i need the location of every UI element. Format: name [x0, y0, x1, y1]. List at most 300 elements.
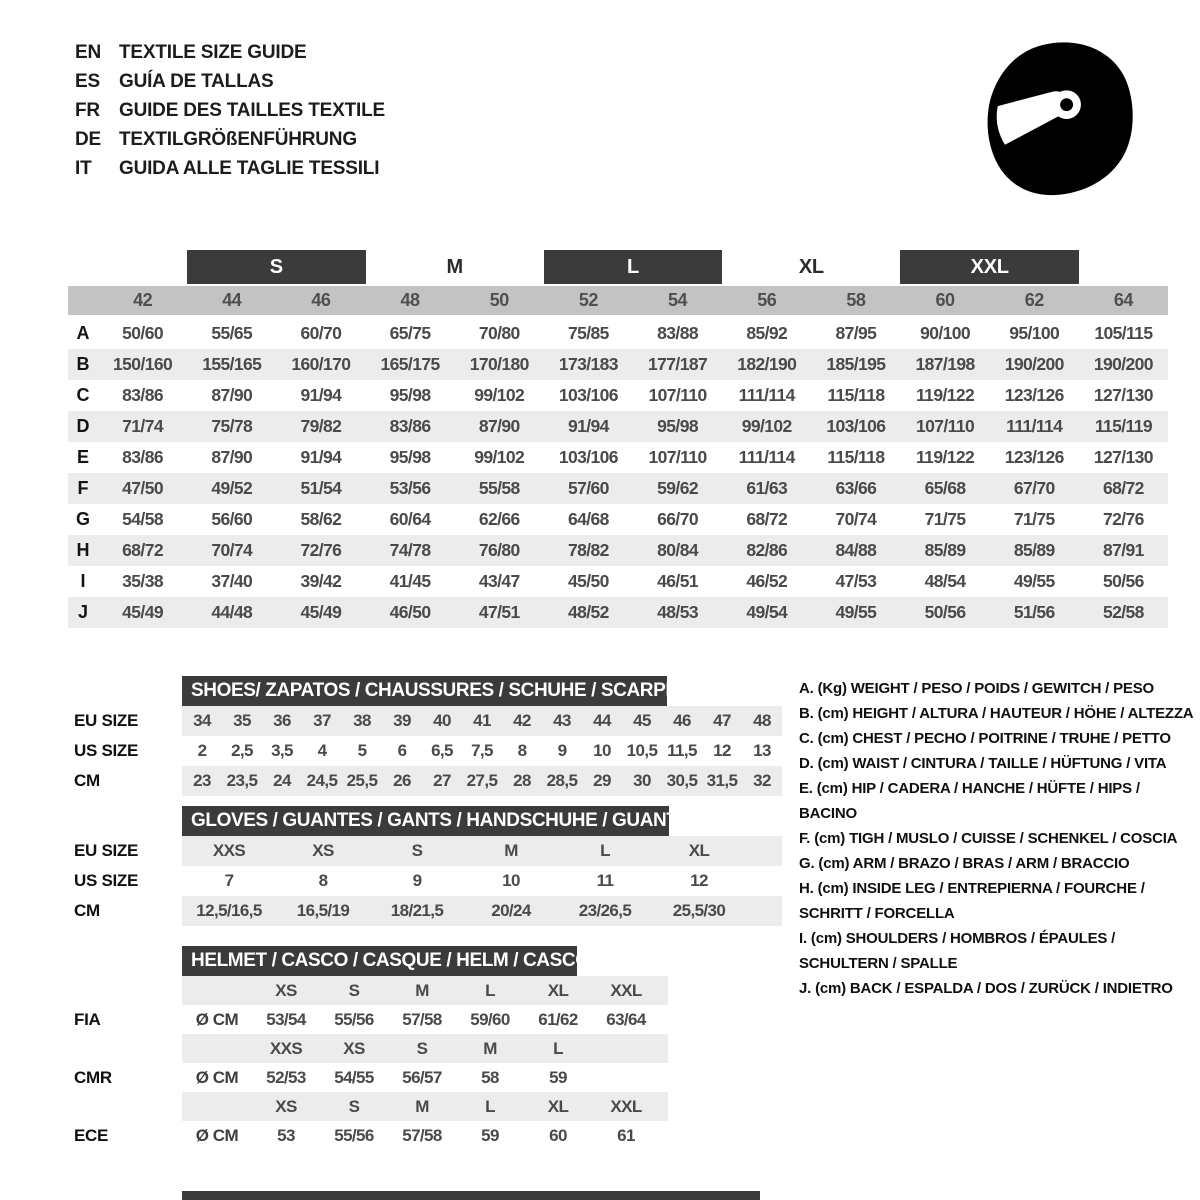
guide-title: GUIDA ALLE TAGLIE TESSILI: [119, 157, 380, 179]
gloves-value: XL: [688, 841, 710, 860]
measurement-value: 91/94: [300, 447, 342, 467]
measurement-value: 84/88: [835, 540, 877, 560]
measurement-value: 48/53: [657, 602, 698, 622]
helmet-value: 56/57: [402, 1067, 442, 1087]
measurement-value: 83/86: [389, 416, 431, 436]
measurement-value: 46/50: [389, 602, 431, 622]
guide-title: GUÍA DE TALLAS: [119, 70, 274, 92]
helmet-rows: [60, 976, 782, 1150]
guide-title: TEXTILGRÖßENFÜHRUNG: [119, 128, 357, 150]
language-title-row: [75, 96, 385, 125]
measurement-letter: A: [76, 323, 90, 343]
shoes-size-table: [60, 676, 782, 796]
size-number: 58: [846, 290, 866, 310]
measurement-value: 91/94: [300, 385, 342, 405]
measurement-value: 61/63: [746, 478, 788, 498]
helmet-value: 59/60: [470, 1009, 510, 1029]
shoes-value: 24: [273, 771, 291, 790]
measurement-value: 87/90: [211, 385, 253, 405]
cutoff-section-bar: [182, 1191, 760, 1200]
legend-entry: E. (cm) HIP / CADERA / HANCHE / HÜFTE / HIPS / BACINO: [799, 780, 1140, 822]
measurement-value: 39/42: [300, 571, 342, 591]
measurement-value: 49/55: [1013, 571, 1055, 591]
measurement-value: 87/95: [835, 323, 877, 343]
helmet-diameter-label: Ø CM: [195, 1067, 239, 1087]
measurement-value: 85/89: [1013, 540, 1055, 560]
measurement-row: [68, 535, 1168, 566]
shoes-value: 28,5: [546, 771, 578, 790]
measurement-value: 46/51: [657, 571, 698, 591]
size-number: 56: [757, 290, 777, 310]
measurement-value: 71/74: [122, 416, 163, 436]
measurement-value: 83/86: [122, 447, 163, 467]
measurement-value: 160/170: [291, 354, 351, 374]
helmet-row: [60, 1092, 782, 1121]
measurement-value: 59/62: [657, 478, 698, 498]
legend-entry: D. (cm) WAIST / CINTURA / TAILLE / HÜFTUNG / VITA: [799, 755, 1167, 772]
gloves-value: 18/21,5: [390, 901, 444, 920]
measurement-value: 50/56: [924, 602, 966, 622]
measurement-value: 123/126: [1004, 385, 1064, 405]
shoes-row: [60, 706, 782, 736]
shoes-value: 6,5: [431, 741, 453, 760]
helmet-value: M: [415, 980, 429, 1000]
shoes-value: 43: [553, 711, 571, 730]
gloves-row: [60, 836, 782, 866]
shoes-value: 23,5: [226, 771, 258, 790]
legend-entry: J. (cm) BACK / ESPALDA / DOS / ZURÜCK / INDIETRO: [799, 980, 1173, 997]
measurement-value: 87/91: [1103, 540, 1144, 560]
measurement-letter: I: [80, 571, 86, 591]
gloves-row: [60, 896, 782, 926]
shoes-value: 28: [513, 771, 531, 790]
language-title-row: [75, 125, 385, 154]
gloves-value: 11: [596, 871, 614, 890]
language-code: FR: [75, 99, 100, 121]
measurement-value: 60/64: [389, 509, 431, 529]
garment-size-table: [68, 250, 1168, 628]
shoes-value: 47: [713, 711, 731, 730]
measurement-value: 103/106: [826, 416, 886, 436]
measurement-value: 107/110: [648, 385, 707, 405]
helmet-value: 57/58: [402, 1009, 442, 1029]
gloves-value: 23/26,5: [578, 901, 632, 920]
helmet-value: 60: [549, 1125, 567, 1145]
legend-entry: G. (cm) ARM / BRAZO / BRAS / ARM / BRACCIO: [799, 855, 1130, 872]
measurement-value: 76/80: [478, 540, 520, 560]
helmet-row: [60, 976, 782, 1005]
language-title-row: [75, 67, 385, 96]
measurement-row: [68, 318, 1168, 349]
measurement-value: 49/55: [835, 602, 877, 622]
helmet-value: 54/55: [334, 1067, 374, 1087]
helmet-row: [60, 1034, 782, 1063]
helmet-diameter-label: Ø CM: [195, 1125, 239, 1145]
helmet-value: 63/64: [606, 1009, 646, 1029]
helmet-value: XL: [547, 1096, 569, 1116]
measurement-value: 150/160: [113, 354, 173, 374]
helmet-value: 61: [617, 1125, 635, 1145]
shoes-value: 13: [753, 741, 771, 760]
helmet-value: M: [483, 1038, 497, 1058]
legend-entry: A. (Kg) WEIGHT / PESO / POIDS / GEWITCH / PESO: [799, 680, 1154, 697]
measurement-value: 58/62: [300, 509, 342, 529]
size-number-header-row: [68, 286, 1168, 315]
helmet-value: 53: [277, 1125, 295, 1145]
shoes-value: 32: [753, 771, 771, 790]
gloves-value: 20/24: [491, 901, 531, 920]
gloves-value: 10: [502, 871, 520, 890]
measurement-value: 74/78: [389, 540, 431, 560]
legend-entry: C. (cm) CHEST / PECHO / POITRINE / TRUHE / PETTO: [799, 730, 1171, 747]
shoes-value: 2,5: [231, 741, 253, 760]
gloves-row-label: US SIZE: [74, 871, 139, 890]
measurement-value: 47/51: [478, 602, 520, 622]
gloves-value: 12: [690, 871, 708, 890]
measurement-value: 99/102: [474, 447, 525, 467]
measurement-value: 41/45: [389, 571, 431, 591]
shoes-value: 31,5: [706, 771, 738, 790]
measurement-value: 79/82: [300, 416, 342, 436]
measurement-letter: F: [77, 478, 89, 498]
gloves-value: 8: [318, 871, 328, 890]
measurement-value: 80/84: [657, 540, 698, 560]
shoes-value: 35: [233, 711, 251, 730]
measurement-value: 111/114: [738, 385, 795, 405]
measurement-row: [68, 566, 1168, 597]
helmet-value: 59: [481, 1125, 499, 1145]
measurement-value: 44/48: [211, 602, 253, 622]
measurement-value: 87/90: [478, 416, 520, 436]
measurement-value: 127/130: [1093, 447, 1153, 467]
size-group-xxl: XXL: [900, 250, 1078, 284]
gloves-value: 9: [412, 871, 422, 890]
shoes-value: 40: [433, 711, 451, 730]
measurement-value: 60/70: [300, 323, 342, 343]
measurement-value: 71/75: [1013, 509, 1055, 529]
measurement-row: [68, 349, 1168, 380]
measurement-value: 68/72: [1103, 478, 1144, 498]
helmet-diameter-label: Ø CM: [195, 1009, 239, 1029]
measurement-value: 68/72: [746, 509, 788, 529]
shoes-value: 36: [273, 711, 291, 730]
measurement-value: 55/65: [211, 323, 253, 343]
helmet-row-label: FIA: [74, 1009, 101, 1029]
language-title-row: [75, 38, 385, 67]
shoes-value: 6: [397, 741, 407, 760]
helmet-value: L: [553, 1038, 563, 1058]
helmet-row: [60, 1121, 782, 1150]
size-group-row: [68, 250, 1168, 284]
measurement-value: 45/50: [568, 571, 609, 591]
language-code: EN: [75, 41, 101, 63]
measurement-value: 105/115: [1094, 323, 1153, 343]
measurement-value: 165/175: [380, 354, 440, 374]
measurement-row: [68, 380, 1168, 411]
measurement-value: 95/98: [389, 385, 431, 405]
size-group-l: L: [544, 250, 722, 284]
shoes-value: 27,5: [466, 771, 498, 790]
helmet-value: XL: [547, 980, 569, 1000]
measurement-value: 85/89: [924, 540, 966, 560]
measurement-value: 190/200: [1004, 354, 1064, 374]
measurement-value: 107/110: [916, 416, 975, 436]
shoes-value: 3,5: [271, 741, 293, 760]
measurement-value: 66/70: [657, 509, 698, 529]
measurement-letter: G: [75, 509, 90, 529]
measurement-row: [68, 597, 1168, 628]
gloves-value: 16,5/19: [296, 901, 350, 920]
measurement-value: 87/90: [211, 447, 253, 467]
shoes-value: 48: [753, 711, 771, 730]
guide-title: TEXTILE SIZE GUIDE: [119, 41, 307, 63]
measurement-value: 48/52: [568, 602, 609, 622]
helmet-value: 55/56: [334, 1009, 374, 1029]
measurement-value: 53/56: [389, 478, 431, 498]
measurement-value: 187/198: [915, 354, 975, 374]
shoes-value: 25,5: [346, 771, 378, 790]
guide-title: GUIDE DES TAILLES TEXTILE: [119, 99, 385, 121]
size-number: 54: [668, 290, 688, 310]
gloves-size-table: [60, 806, 782, 926]
visor-pivot-dot: [1060, 98, 1073, 111]
gloves-value: S: [411, 841, 423, 860]
size-group-m: M: [446, 255, 463, 278]
helmet-value: XS: [275, 980, 297, 1000]
helmet-value: 61/62: [538, 1009, 578, 1029]
corner-spacer: [68, 286, 98, 315]
measurement-value: 51/56: [1013, 602, 1055, 622]
measurement-value: 99/102: [474, 385, 525, 405]
measurement-value: 70/74: [835, 509, 877, 529]
measurement-row: [68, 411, 1168, 442]
measurement-value: 68/72: [122, 540, 163, 560]
measurement-value: 67/70: [1013, 478, 1055, 498]
measurement-value: 37/40: [211, 571, 253, 591]
measurement-value: 45/49: [122, 602, 163, 622]
measurement-value: 65/68: [924, 478, 966, 498]
shoes-value: 27: [433, 771, 451, 790]
gloves-row-label: EU SIZE: [74, 841, 139, 860]
shoes-row-label: CM: [74, 771, 100, 790]
measurement-letter: H: [76, 540, 90, 560]
helmet-value: 53/54: [266, 1009, 306, 1029]
measurement-value: 56/60: [211, 509, 253, 529]
measurement-row: [68, 473, 1168, 504]
measurement-value: 63/66: [835, 478, 877, 498]
shoes-value: 39: [393, 711, 411, 730]
size-number: 50: [489, 290, 509, 310]
size-group-xl: XL: [798, 255, 824, 278]
size-number: 64: [1113, 290, 1133, 310]
measurement-value: 46/52: [746, 571, 788, 591]
measurement-value: 95/100: [1009, 323, 1060, 343]
measurement-value: 119/122: [916, 385, 975, 405]
measurement-value: 115/119: [1094, 416, 1152, 436]
measurement-value: 52/58: [1103, 602, 1144, 622]
shoes-rows: [60, 706, 782, 796]
shoes-value: 41: [473, 711, 491, 730]
helmet-value: XXS: [269, 1038, 303, 1058]
measurement-value: 182/190: [737, 354, 797, 374]
measurement-letter: D: [76, 416, 90, 436]
measurement-value: 54/58: [122, 509, 163, 529]
measurement-value: 115/118: [827, 447, 885, 467]
shoes-value: 5: [357, 741, 367, 760]
helmet-size-table: [60, 946, 782, 1150]
measurement-value: 47/50: [122, 478, 163, 498]
measurement-value: 190/200: [1093, 354, 1153, 374]
measurement-letter: C: [76, 385, 90, 405]
measurement-value: 127/130: [1093, 385, 1153, 405]
measurement-value: 155/165: [202, 354, 262, 374]
measurement-letter: E: [76, 447, 89, 467]
legend-entry: I. (cm) SHOULDERS / HOMBROS / ÉPAULES / SCHULTERN / SPALLE: [799, 930, 1116, 972]
gloves-value: 25,5/30: [672, 901, 726, 920]
measurement-value: 111/114: [1006, 416, 1063, 436]
shoes-value: 11,5: [667, 741, 697, 760]
measurement-value: 95/98: [657, 416, 698, 436]
shoes-row: [60, 766, 782, 796]
measurement-value: 111/114: [738, 447, 795, 467]
measurement-row: [68, 442, 1168, 473]
shoes-value: 12: [713, 741, 731, 760]
helmet-row: [60, 1005, 782, 1034]
measurement-value: 51/54: [300, 478, 342, 498]
helmet-value: XS: [343, 1038, 365, 1058]
measurement-value: 55/58: [478, 478, 520, 498]
helmet-value: 57/58: [402, 1125, 442, 1145]
gloves-value: XS: [312, 841, 334, 860]
shoes-value: 7,5: [471, 741, 493, 760]
language-title-row: [75, 154, 385, 183]
measurement-value: 35/38: [122, 571, 163, 591]
measurement-value: 75/85: [568, 323, 609, 343]
shoes-row-label: US SIZE: [74, 741, 139, 760]
shoes-value: 30: [633, 771, 651, 790]
shoes-value: 45: [633, 711, 651, 730]
measurement-value: 47/53: [835, 571, 877, 591]
gloves-value: 7: [224, 871, 234, 890]
measurement-value: 170/180: [469, 354, 529, 374]
measurement-value: 50/56: [1103, 571, 1144, 591]
gloves-row-label: CM: [74, 901, 100, 920]
measurement-value: 49/54: [746, 602, 788, 622]
measurement-value: 119/122: [916, 447, 975, 467]
shoes-value: 42: [513, 711, 531, 730]
helmet-value: 52/53: [266, 1067, 306, 1087]
measurement-value: 103/106: [558, 447, 618, 467]
helmet-value: S: [348, 1096, 360, 1116]
shoes-value: 2: [197, 741, 207, 760]
measurement-value: 83/86: [122, 385, 163, 405]
shoes-table-title: SHOES/ ZAPATOS / CHAUSSURES / SCHUHE / SCARPE: [182, 676, 667, 706]
language-code: DE: [75, 128, 101, 150]
helmet-value: XS: [275, 1096, 297, 1116]
shoes-value: 46: [673, 711, 691, 730]
size-number: 46: [311, 290, 331, 310]
helmet-value: L: [485, 980, 495, 1000]
measurement-value: 65/75: [389, 323, 431, 343]
language-title-list: [75, 38, 385, 183]
gloves-value: M: [504, 841, 518, 860]
helmet-value: M: [415, 1096, 429, 1116]
shoes-row-label: EU SIZE: [74, 711, 139, 730]
shoes-value: 29: [593, 771, 611, 790]
legend-entry: F. (cm) TIGH / MUSLO / CUISSE / SCHENKEL / COSCIA: [799, 830, 1178, 847]
legend-entry: B. (cm) HEIGHT / ALTURA / HAUTEUR / HÖHE / ALTEZZA: [799, 705, 1194, 722]
measurement-value: 70/74: [211, 540, 253, 560]
helmet-value: S: [348, 980, 360, 1000]
helmet-value: XXL: [610, 980, 642, 1000]
measurement-value: 99/102: [741, 416, 792, 436]
measurement-value: 49/52: [211, 478, 253, 498]
measurement-letter: J: [77, 602, 88, 622]
measurement-value: 177/187: [648, 354, 708, 374]
gloves-value: 12,5/16,5: [196, 901, 262, 920]
shoes-value: 37: [313, 711, 331, 730]
measurement-value: 82/86: [746, 540, 788, 560]
helmet-row-label: ECE: [74, 1125, 109, 1145]
measurement-value: 90/100: [920, 323, 971, 343]
shoes-value: 9: [557, 741, 567, 760]
measurement-legend: [799, 676, 1200, 1001]
measurement-value: 173/183: [558, 354, 618, 374]
helmet-value: L: [485, 1096, 495, 1116]
measurement-value: 123/126: [1004, 447, 1064, 467]
shoes-value: 30,5: [666, 771, 698, 790]
size-number: 52: [578, 290, 598, 310]
measurement-rows: [68, 318, 1168, 628]
measurement-value: 78/82: [568, 540, 609, 560]
shoes-value: 26: [393, 771, 411, 790]
legend-entry: H. (cm) INSIDE LEG / ENTREPIERNA / FOURCHE / SCHRITT / FORCELLA: [799, 880, 1145, 922]
measurement-value: 72/76: [1103, 509, 1144, 529]
size-number: 42: [133, 290, 153, 310]
racing-helmet-icon: [972, 28, 1144, 210]
size-number: 60: [935, 290, 955, 310]
measurement-value: 71/75: [924, 509, 966, 529]
size-number: 44: [222, 290, 242, 310]
measurement-value: 91/94: [568, 416, 609, 436]
gloves-rows: [60, 836, 782, 926]
shoes-value: 8: [517, 741, 527, 760]
shoes-value: 44: [593, 711, 611, 730]
shoes-value: 38: [353, 711, 371, 730]
measurement-value: 107/110: [648, 447, 707, 467]
shoes-value: 10,5: [626, 741, 658, 760]
measurement-value: 83/88: [657, 323, 698, 343]
gloves-row: [60, 866, 782, 896]
measurement-value: 115/118: [827, 385, 885, 405]
measurement-value: 48/54: [924, 571, 966, 591]
measurement-value: 85/92: [746, 323, 788, 343]
measurement-value: 45/49: [300, 602, 342, 622]
shoes-value: 23: [193, 771, 211, 790]
language-code: ES: [75, 70, 100, 92]
helmet-table-title: HELMET / CASCO / CASQUE / HELM / CASCO: [182, 946, 577, 976]
gloves-value: XXS: [212, 841, 246, 860]
measurement-value: 62/66: [478, 509, 520, 529]
helmet-row-label: CMR: [74, 1067, 112, 1087]
measurement-value: 70/80: [478, 323, 520, 343]
measurement-value: 57/60: [568, 478, 609, 498]
size-group-s: S: [187, 250, 365, 284]
measurement-value: 103/106: [558, 385, 618, 405]
helmet-value: 59: [549, 1067, 567, 1087]
shoes-value: 24,5: [306, 771, 338, 790]
helmet-value: 58: [481, 1067, 499, 1087]
